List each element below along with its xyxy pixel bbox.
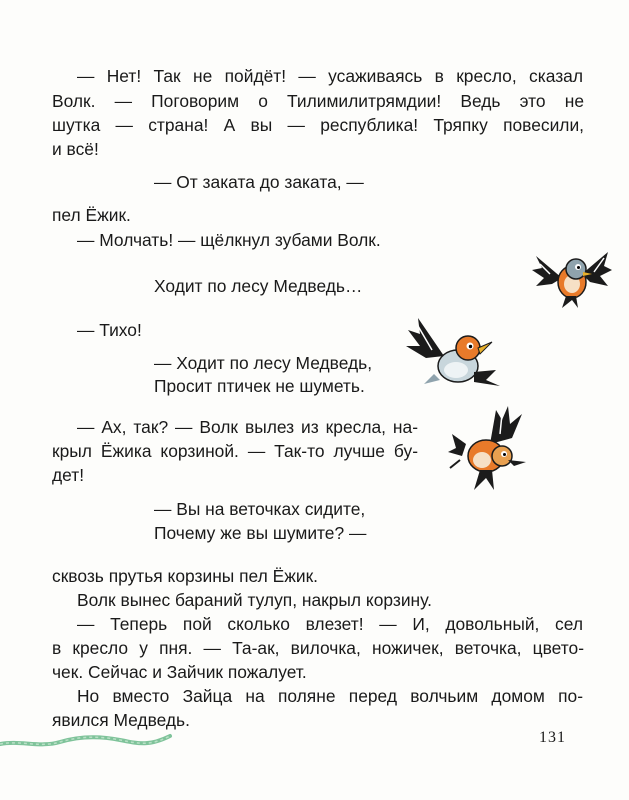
poem-line: Почему же вы шумите? —	[154, 523, 367, 543]
text-line: крыл Ёжика корзиной. — Так-то лучше бу-	[52, 441, 418, 461]
text-line: пел Ёжик.	[52, 205, 131, 225]
yarn-thread	[0, 728, 180, 758]
poem-line: — От заката до заката, —	[154, 172, 364, 192]
text-line: в кресло у пня. — Та-ак, вилочка, ножичек, веточка, цвето-	[52, 638, 584, 658]
poem-line: — Ходит по лесу Медведь,	[154, 353, 373, 373]
poem-line: Просит птичек не шуметь.	[154, 376, 365, 396]
text-line: чек. Сейчас и Зайчик пожалует.	[52, 662, 307, 682]
text-line: и всё!	[52, 139, 99, 159]
bird-icon	[446, 404, 532, 494]
poem-line: Ходит по лесу Медведь…	[154, 276, 363, 296]
text-line: — Ах, так? — Волк вылез из кресла, на-	[77, 417, 418, 437]
text-line: дет!	[52, 465, 85, 485]
poem-line: — Вы на веточках сидите,	[154, 499, 366, 519]
text-line: — Молчать! — щёлкнул зубами Волк.	[77, 230, 381, 250]
text-line: Волк. — Поговорим о Тилимилитрямдии! Ведь это не	[52, 91, 584, 111]
page-number: 131	[539, 729, 566, 746]
text-line: Волк вынес бараний тулуп, накрыл корзину.	[77, 590, 432, 610]
bird-icon	[532, 244, 612, 316]
text-line: — Тихо!	[77, 320, 142, 340]
text-line: — Нет! Так не пойдёт! — усаживаясь в кресло, сказал	[77, 66, 583, 86]
text-line: явился Медведь.	[52, 710, 190, 730]
text-line: сквозь прутья корзины пел Ёжик.	[52, 566, 319, 586]
text-line: — Теперь пой сколько влезет! — И, довольный, сел	[77, 614, 583, 634]
text-line: Но вместо Зайца на поляне перед волчьим домом по-	[77, 686, 583, 706]
text-line: шутка — страна! А вы — республика! Тряпку повесили,	[52, 115, 584, 135]
bird-icon	[404, 312, 504, 394]
